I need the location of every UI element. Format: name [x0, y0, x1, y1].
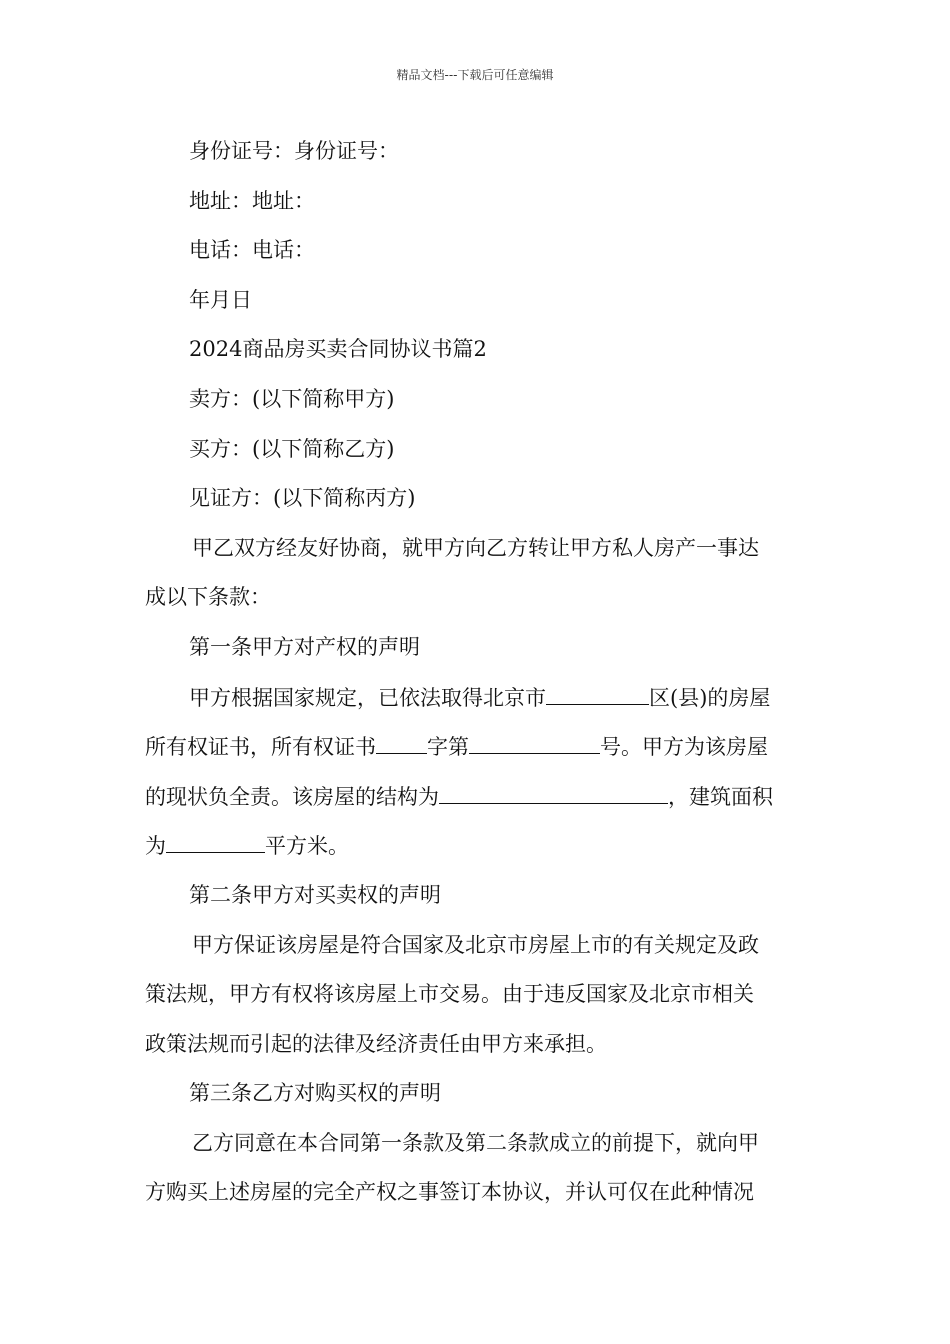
- address-line: 地址：地址：: [189, 188, 315, 213]
- blank-cert-number: [469, 731, 600, 754]
- blank-structure: [439, 781, 668, 804]
- text-segment: 字第: [427, 735, 469, 760]
- witness-line: 见证方：(以下简称丙方): [189, 486, 416, 511]
- paragraph-line: 方购买上述房屋的完全产权之事签订本协议，并认可仅在此种情况: [145, 1180, 754, 1205]
- text-segment: ，建筑面积: [668, 784, 773, 809]
- paragraph-line: [145, 731, 807, 781]
- text-segment: 号。甲方为该房屋: [600, 735, 768, 760]
- article-2-heading: 第二条甲方对买卖权的声明: [189, 882, 441, 907]
- page-header: 精品文档---下载后可任意编辑: [396, 68, 554, 82]
- text-segment: 区(县)的房屋: [649, 685, 771, 710]
- buyer-line: 买方：(以下简称乙方): [189, 436, 395, 461]
- text-segment: 平方米。: [265, 834, 349, 859]
- blank-area: [166, 830, 265, 853]
- paragraph-line: [145, 682, 807, 732]
- blank-cert-prefix: [376, 731, 427, 754]
- paragraph-line: 成以下条款：: [145, 585, 271, 610]
- blank-district: [546, 682, 649, 705]
- date-line: 年月日: [189, 287, 252, 312]
- paragraph-line: 政策法规而引起的法律及经济责任由甲方来承担。: [145, 1031, 607, 1056]
- article-1-heading: 第一条甲方对产权的声明: [189, 634, 420, 659]
- text-segment: 的现状负全责。该房屋的结构为: [145, 784, 439, 809]
- document-body: [145, 136, 807, 1227]
- text-segment: 为: [145, 834, 166, 859]
- section-title: 2024商品房买卖合同协议书篇2: [189, 337, 487, 362]
- paragraph-line: [145, 830, 807, 880]
- paragraph-line: 甲乙双方经友好协商，就甲方向乙方转让甲方私人房产一事达: [192, 535, 759, 560]
- id-number-line: 身份证号：身份证号：: [189, 139, 399, 163]
- phone-line: 电话：电话：: [189, 238, 315, 263]
- seller-line: 卖方：(以下简称甲方): [189, 386, 395, 411]
- paragraph-line: [145, 781, 807, 831]
- text-segment: 所有权证书，所有权证书: [145, 735, 376, 760]
- article-3-heading: 第三条乙方对购买权的声明: [189, 1081, 441, 1106]
- text-segment: 甲方根据国家规定，已依法取得北京市: [189, 685, 546, 710]
- paragraph-line: 乙方同意在本合同第一条款及第二条款成立的前提下，就向甲: [192, 1130, 759, 1155]
- paragraph-line: 甲方保证该房屋是符合国家及北京市房屋上市的有关规定及政: [192, 932, 759, 957]
- paragraph-line: 策法规，甲方有权将该房屋上市交易。由于违反国家及北京市相关: [145, 982, 754, 1007]
